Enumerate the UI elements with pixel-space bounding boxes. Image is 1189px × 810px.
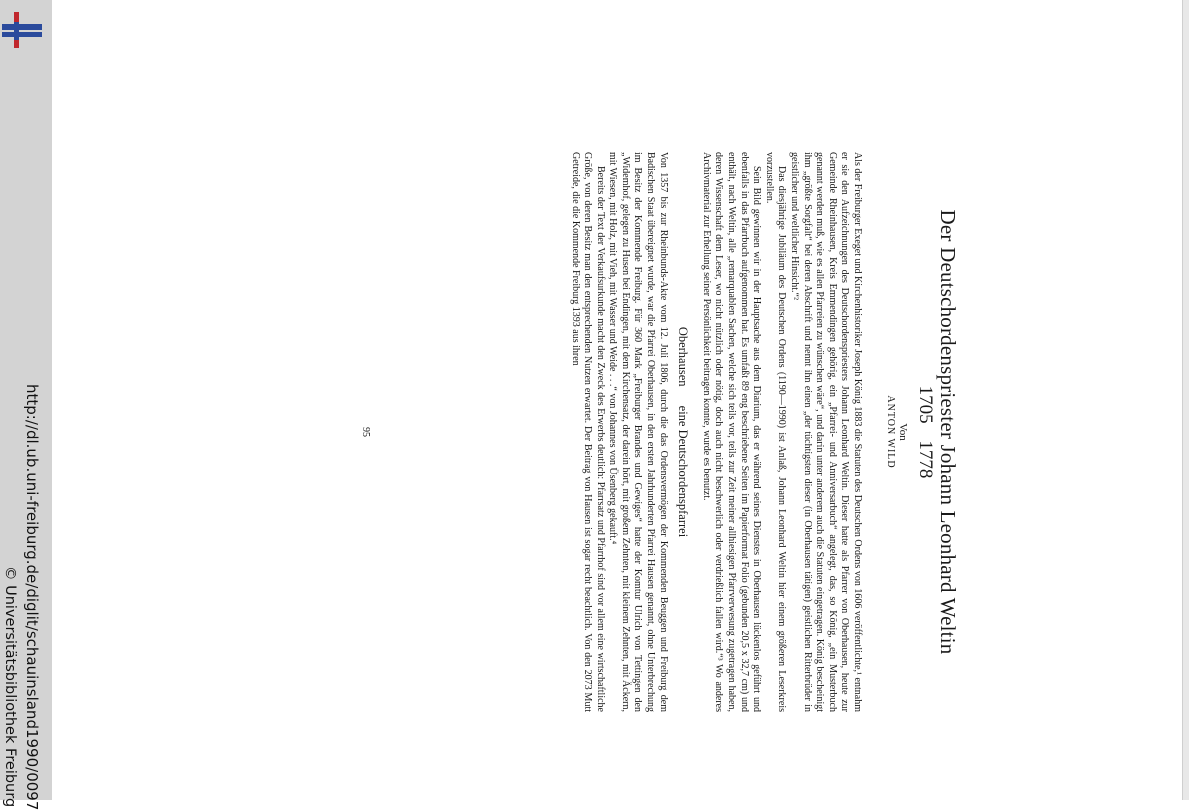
section-heading: [677, 152, 690, 712]
article-body: [568, 152, 863, 712]
article-years: [915, 152, 935, 712]
rotated-page: [265, 152, 985, 712]
year-end: 1778: [915, 440, 936, 479]
library-logo-icon: [0, 8, 44, 52]
source-url[interactable]: http://dl.ub.uni-freiburg.de/diglit/schauinsland1990/0097: [23, 384, 41, 810]
byline-prefix: Von: [897, 423, 909, 441]
article-title: Der Deutschordenspriester Johann Leonhard Weltin: [936, 209, 960, 655]
year-start: 1705: [915, 385, 936, 424]
left-sidebar: [0, 0, 52, 810]
paragraph: Bereits der Text der Verkaufsurkunde macht den Zweck des Erwerbs deutlich: Pfarrsatz und Pfarrhof sind vor allem eine wirtschaftliche Größe, von deren Besitz man den entsprechenden Nutzen erwartet. Der Beitrag von Hausen ist sogar recht beachtlich. Von den 2073 Mutt Getreide, die die Kommende Freiburg 1393 aus ihren: [569, 152, 606, 712]
author-name: ANTON WILD: [885, 395, 896, 469]
copyright-notice: © Universitätsbibliothek Freiburg: [2, 566, 18, 808]
section-heading-place: Oberhausen: [676, 326, 691, 387]
paragraph: Sein Bild gewinnen wir in der Hauptsache aus dem Diarium, das er während seines Dienstes in Oberhausen lückenlos geführt und ebenfalls in das Pfarrbuch aufgenommen hat. Es umfaßt 89 eng beschriebene Seiten im Papierformat Folio (gebunden 20,5 x 32,7 cm) und enthält, nach Weltin, alle „remarquablen Sachen, welche sich teils vor, teils zur Zeit meiner allhiesigen Pfarrverwesung zugetragen haben, deren Wissenschaft dem Leser, wo nicht nützlich oder nötig, doch auch nicht beschwerlich oder verdrießlich fallen wird.“³ Wo anderes Archivmaterial zur Erhellung seiner Persönlichkeit beitragen konnte, wurde es benutzt.: [700, 152, 763, 712]
section-heading-subtitle: eine Deutschordenspfarrei: [676, 405, 691, 538]
page-number: 95: [360, 427, 371, 437]
paragraph: Das diesjährige Jubiläum des Deutschen Ordens (1190—1990) ist Anlaß, Johann Leonhard Weltin hier einem größeren Leserkreis vorzustellen.: [763, 152, 788, 712]
paragraph: Von 1357 bis zur Rheinbunds-Akte vom 12. Juli 1806, durch die das Ordensvermögen der Kommenden Beuggen und Freiburg dem Badischen Staat übereignet wurde, war die Pfarrei Oberhausen, in den ersten Jahrhunderten Pfarrei Hausen genannt, ohne Unterbrechung im Besitz der Kommende Freiburg. Für 360 Mark „Freiburger Brandes und Gewiges“ hatte der Komtur Ulrich von Tettingen den „Widemhof, gelegen zu Husen bei Endingen, mit dem Kirchensatz, der darein hört, mit großem Zehnten, mit kleinem Zehnten, mit Äckern, mit Wiesen, mit Holz, mit Vieh, mit Wasser und Weide . . .“ von Johannes von Üsenberg gekauft.⁴: [607, 152, 669, 712]
right-edge-strip: [1182, 0, 1189, 800]
paragraph: Als der Freiburger Exeget und Kirchenhistoriker Joseph König 1883 die Statuten des Deutschen Ordens von 1606 veröffentlichte,¹ entnahm er sie den Aufzeichnungen des Deutschordenspriesters Johann Leonhard Weltin. Dieser hatte als Pfarrer von Oberhausen, heute zur Gemeinde Rheinhausen, Kreis Emmendingen gehörig, ein „Pfarrei- und Anniversarbuch“ angelegt, das, so König, „ein Musterbuch genannt werden muß, wie es allen Pfarreien zu wünschen wäre“, und darin unter anderem auch die Statuten eingetragen. König bescheinigt ihm „größte Sorgfalt“ bei deren Abschrift und nennt ihn einen „der tüchtigsten dieser (in Oberhausen tätigen) geistlichen Ritterbrüder in geistlicher und weltlicher Hinsicht.“²: [789, 152, 863, 712]
